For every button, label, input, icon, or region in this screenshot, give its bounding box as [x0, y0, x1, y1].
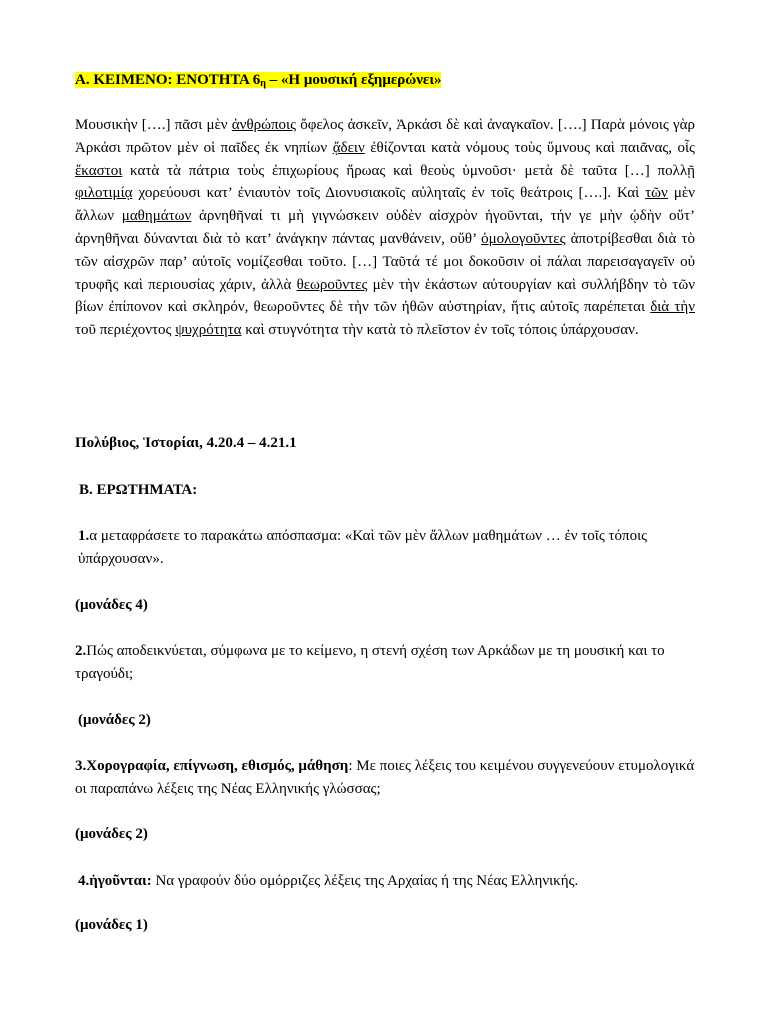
underlined-word: ἀνθρώποις [231, 117, 297, 133]
underlined-word: διὰ τὴν [650, 299, 695, 316]
question-text: Πώς αποδεικνύεται, σύμφωνα με το κείμενο, η στενή σχέση των Αρκάδων με τη μουσική και το τραγούδι; [75, 643, 665, 682]
underlined-word: μαθημάτων [121, 208, 192, 225]
underlined-word: τῶν [645, 185, 668, 202]
question-1 [75, 525, 698, 571]
question-keywords: ἡγοῦνται: [89, 873, 152, 889]
heading-title: – «Η μουσική εξημερώνει» [265, 72, 442, 88]
passage-text: τοῦ περιέχοντος [75, 322, 176, 339]
passage-text: μὲν τὴν ἑκάστων αὐτουργίαν καὶ συλλήβδην τὸ τῶν βίων ἐπίπονον καὶ σκληρόν, θεωροῦντες δὲ τὴν τῶν ἠθῶν αὐστηρίαν, ἥτις αὐτοῖς παρέπεται [75, 276, 695, 316]
question-number: 2. [75, 643, 87, 659]
question-number: 4. [78, 873, 90, 889]
passage-text: κατὰ τὰ πάτρια τοὺς ἐπιχωρίους ἥρωας καὶ θεοὺς ὑμνοῦσι· μετὰ δὲ ταῦτα […] πολλῇ [122, 162, 695, 179]
underlined-word: ὁμολογοῦντες [481, 230, 566, 247]
passage-text: ἀποτρίβεσθαι διὰ τὸ τῶν αἰσχρῶν παρ’ αὐτοῖς νομίζεσθαι τοῦτο. […] Ταῦτά τέ μοι δοκοῦσιν οἱ πάλαι παρεισαγαγεῖν οὐ τρυφῆς καὶ περιουσίας χάριν, ἀλλὰ [75, 230, 695, 293]
question-text: Να γραφούν δύο ομόρριζες λέξεις της Αρχαίας ή της Νέας Ελληνικής. [151, 873, 579, 889]
heading-subscript: η [260, 78, 266, 89]
question-text: : Με ποιες λέξεις του κειμένου συγγενεύουν ετυμολογικά οι παραπάνω λέξεις της Νέας Ελληνικής γλώσσας; [75, 758, 695, 797]
question-1-marks: (μονάδες 4) [75, 597, 148, 613]
passage-text: ἀρνηθῆναί τι μὴ γιγνώσκειν οὐδὲν αἰσχρὸν ἡγοῦνται, τήν γε μὴν ᾠδὴν οὔτ’ ἀρνηθῆναι δύνανται διὰ τὸ κατ’ ἀνάγκην πάντας μανθάνειν, οὔθ’ [75, 208, 696, 247]
passage-text: χορεύουσι κατ’ ἐνιαυτὸν τοῖς Διονυσιακοῖς αὐληταῖς ἐν τοῖς θεάτροις [….]. Καὶ [132, 185, 646, 202]
question-2 [75, 640, 695, 686]
question-4-marks: (μονάδες 1) [75, 917, 148, 933]
question-4 [75, 870, 698, 893]
question-3 [75, 755, 695, 801]
question-number: 1. [78, 528, 90, 544]
underlined-word: ᾄδειν [332, 139, 365, 156]
question-3-marks: (μονάδες 2) [75, 826, 148, 842]
question-text: α μεταφράσετε το παρακάτω απόσπασμα: «Καὶ τῶν μὲν ἄλλων μαθημάτων … ἐν τοῖς τόποις ὑπάρχουσαν». [78, 528, 648, 567]
heading-text: Α. ΚΕΙΜΕΝΟ: ΕΝΟΤΗΤΑ 6 [75, 72, 261, 88]
passage-text: Μουσικὴν [….] πᾶσι μὲν [75, 117, 232, 133]
heading-highlight [75, 72, 441, 88]
source-citation: Πολύβιος, Ἱστορίαι, 4.20.4 – 4.21.1 [75, 435, 297, 451]
passage-text: μὲν ἄλλων [75, 185, 695, 225]
passage-text: ὄφελος ἀσκεῖν, Ἀρκάσι δὲ καὶ ἀναγκαῖον. [….] Παρὰ μόνοις γὰρ Ἀρκάσι πρῶτον μὲν οἱ παῖδες ἐκ νηπίων [75, 117, 696, 156]
underlined-word: θεωροῦντες [296, 276, 368, 293]
passage-text: καὶ στυγνότητα τὴν κατὰ τὸ πλεῖστον ἐν τοῖς τόποις ὑπάρχουσαν. [241, 322, 639, 339]
ancient-text-passage [75, 114, 695, 342]
question-2-marks: (μονάδες 2) [78, 712, 151, 728]
question-keywords: Χορογραφία, επίγνωση, εθισμός, μάθηση [86, 758, 349, 774]
underlined-word: ἕκαστοι [75, 162, 123, 179]
passage-text: ἐθίζονται κατὰ νόμους τοὺς ὕμνους καὶ παιᾶνας, οἷς [364, 139, 695, 156]
section-heading [75, 70, 441, 94]
underlined-word: ψυχρότητα [175, 322, 242, 339]
questions-header: Β. ΕΡΩΤΗΜΑΤΑ: [79, 482, 198, 498]
question-number: 3. [75, 758, 87, 774]
underlined-word: φιλοτιμίᾳ [75, 185, 133, 202]
